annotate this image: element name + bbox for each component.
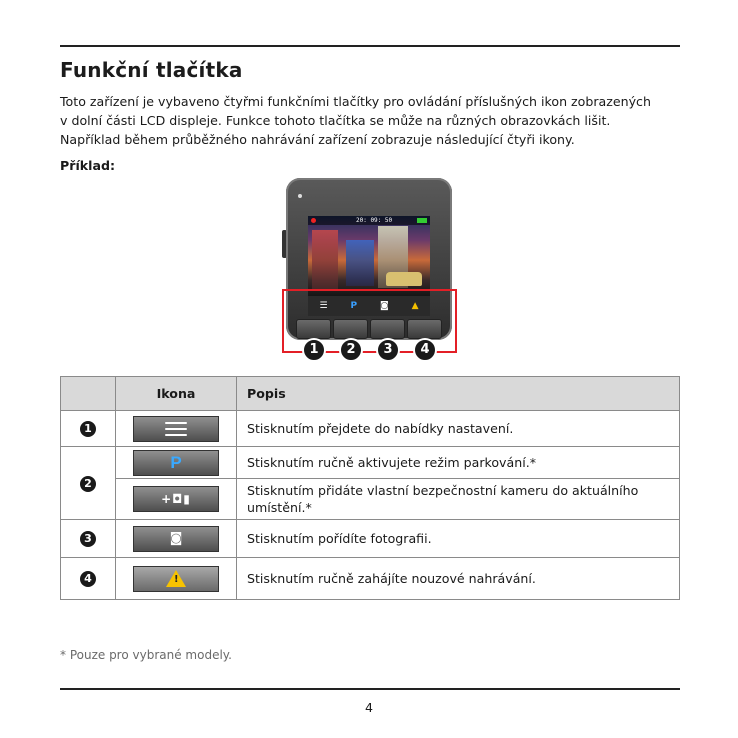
intro-line: v dolní části LCD displeje. Funkce tohoto tlačítka se může na různých obrazovkách lišit. xyxy=(60,113,611,128)
screen-status-bar xyxy=(308,216,430,225)
row-description: Stisknutím přidáte vlastní bezpečnostní kameru do aktuálního umístění.* xyxy=(237,479,680,520)
intro-line: Například během průběžného nahrávání zařízení zobrazuje následující čtyři ikony. xyxy=(60,132,575,147)
parking-icon: P xyxy=(350,301,358,311)
recording-icon xyxy=(311,218,316,223)
example-label: Příklad: xyxy=(60,158,115,173)
row-number: 2 xyxy=(80,476,96,492)
status-led xyxy=(298,194,302,198)
camera-icon: ◙ xyxy=(133,526,219,552)
table-row xyxy=(61,558,680,600)
table-row xyxy=(61,447,680,479)
intro-paragraph xyxy=(60,92,685,149)
header-num xyxy=(61,377,116,411)
callout-2: 2 xyxy=(339,338,363,362)
row-description: Stisknutím ručně zahájíte nouzové nahrávání. xyxy=(237,558,680,600)
street-scene-image xyxy=(308,216,430,296)
table-row xyxy=(61,520,680,558)
row-number: 1 xyxy=(80,421,96,437)
bottom-rule xyxy=(60,688,680,690)
row-description: Stisknutím ručně aktivujete režim parkování.* xyxy=(237,447,680,479)
row-description: Stisknutím pořídíte fotografii. xyxy=(237,520,680,558)
callout-3: 3 xyxy=(376,338,400,362)
add-speed-camera-icon: +◘▮ xyxy=(133,486,219,512)
table-row xyxy=(61,411,680,447)
warning-icon: ▲ xyxy=(411,301,419,311)
row-number: 3 xyxy=(80,531,96,547)
table-row xyxy=(61,479,680,520)
top-rule xyxy=(60,45,680,47)
menu-icon: ☰ xyxy=(319,301,328,311)
section-title: Funkční tlačítka xyxy=(60,58,243,82)
table-header-row xyxy=(61,377,680,411)
menu-icon xyxy=(133,416,219,442)
warning-icon: ! xyxy=(133,566,219,592)
header-desc: Popis xyxy=(237,377,680,411)
header-icon: Ikona xyxy=(116,377,237,411)
function-buttons-table xyxy=(60,376,680,600)
parking-icon: P xyxy=(133,450,219,476)
callout-4: 4 xyxy=(413,338,437,362)
intro-line: Toto zařízení je vybaveno čtyřmi funkčními tlačítky pro ovládání příslušných ikon zobrazených xyxy=(60,94,651,109)
screen-time: 20: 09: 50 xyxy=(356,217,393,224)
callout-1: 1 xyxy=(302,338,326,362)
battery-icon xyxy=(417,218,427,223)
camera-icon: ◙ xyxy=(379,301,389,311)
row-description: Stisknutím přejdete do nabídky nastavení. xyxy=(237,411,680,447)
page-number: 4 xyxy=(364,700,373,715)
footnote: * Pouze pro vybrané modely. xyxy=(60,648,232,662)
row-number: 4 xyxy=(80,571,96,587)
